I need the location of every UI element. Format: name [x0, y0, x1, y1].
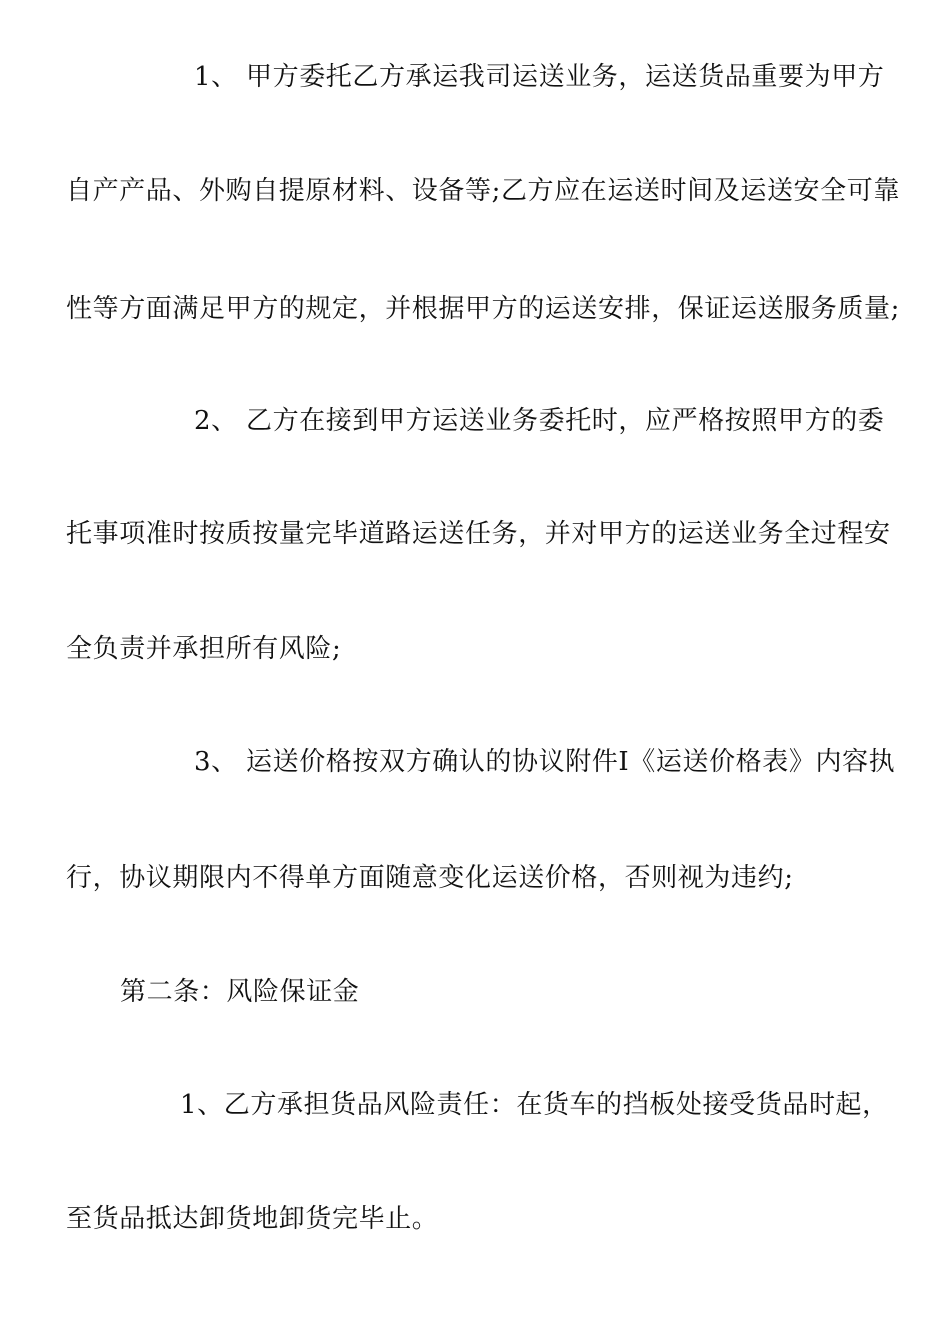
item-number: 1、 — [194, 62, 238, 92]
item-number: 2、 — [194, 406, 238, 436]
item-number: 3、 — [194, 747, 238, 777]
clause-one-item2-line3: 全负责并承担所有风险; — [66, 634, 342, 664]
clause-one-item3-line1 — [194, 745, 895, 779]
clause-one-item1-line2: 自产产品、外购自提原材料、设备等;乙方应在运送时间及运送安全可靠 — [66, 176, 900, 206]
paragraph-text: 乙方在接到甲方运送业务委托时，应严格按照甲方的委 — [246, 406, 885, 436]
clause-two-item1-line2: 至货品抵达卸货地卸货完毕止。 — [66, 1204, 439, 1234]
clause-one-item3-line2: 行，协议期限内不得单方面随意变化运送价格，否则视为违约; — [66, 863, 794, 893]
clause-two-heading: 第二条：风险保证金 — [120, 977, 360, 1007]
clause-one-item1-line1 — [194, 60, 884, 94]
paragraph-text: 甲方委托乙方承运我司运送业务，运送货品重要为甲方 — [246, 62, 885, 92]
paragraph-text: 运送价格按双方确认的协议附件Ⅰ《运送价格表》内容执 — [246, 747, 896, 777]
clause-one-item2-line2: 托事项准时按质按量完毕道路运送任务，并对甲方的运送业务全过程安 — [66, 519, 891, 549]
clause-two-item1-line1: 1、乙方承担货品风险责任：在货车的挡板处接受货品时起， — [180, 1090, 889, 1120]
clause-one-item2-line1 — [194, 404, 884, 438]
clause-one-item1-line3: 性等方面满足甲方的规定，并根据甲方的运送安排，保证运送服务质量; — [66, 294, 900, 324]
